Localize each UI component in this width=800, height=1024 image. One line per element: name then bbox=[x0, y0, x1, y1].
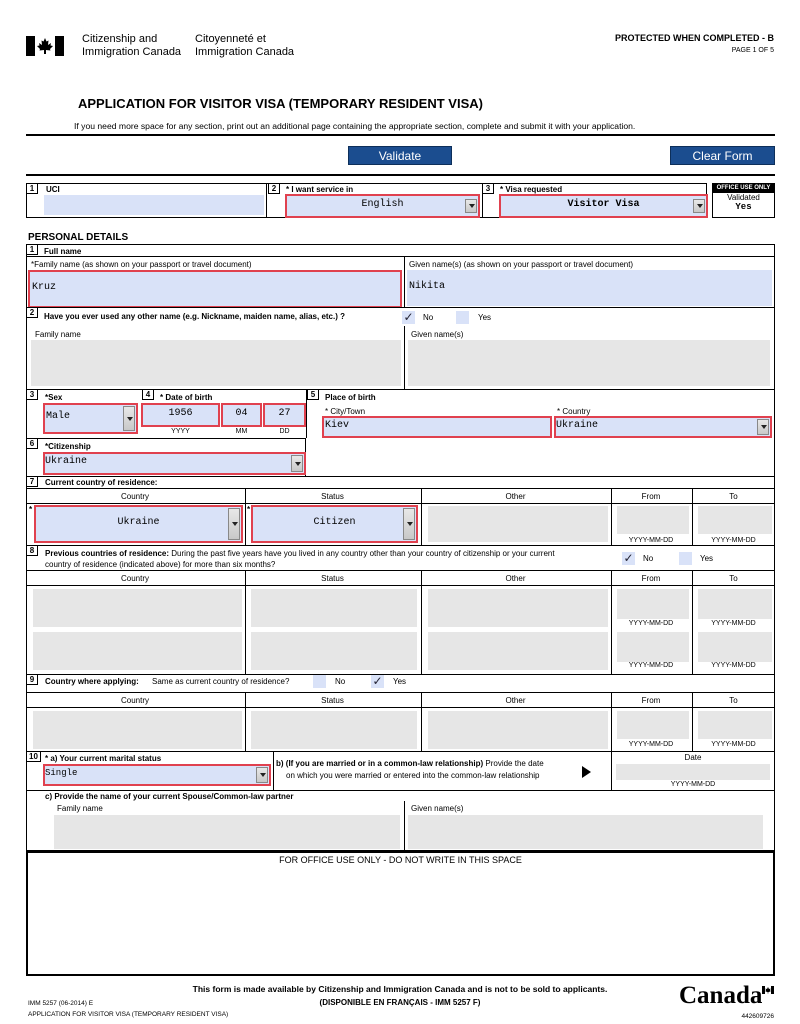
spouse-given-name-input[interactable] bbox=[408, 815, 763, 849]
chevron-down-icon[interactable] bbox=[403, 508, 415, 540]
prev-other-1-input[interactable] bbox=[428, 589, 608, 627]
city-of-birth-input[interactable] bbox=[322, 416, 552, 438]
chevron-down-icon[interactable] bbox=[123, 406, 135, 431]
country-of-birth-value: Ukraine bbox=[556, 420, 599, 431]
dob-year-input[interactable]: 1956 bbox=[141, 403, 220, 427]
prev-from-1-input[interactable] bbox=[617, 589, 689, 619]
canada-wordmark: Canada bbox=[679, 982, 763, 1009]
arrow-right-icon bbox=[582, 766, 591, 778]
family-name-input[interactable] bbox=[28, 270, 402, 308]
country-of-birth-select[interactable] bbox=[554, 416, 772, 438]
prev-to-1-input[interactable] bbox=[698, 589, 772, 619]
footer-line-1: This form is made available by Citizenship and Immigration Canada and is not to be sold to applicants. bbox=[192, 984, 608, 994]
prev-other-2-input[interactable] bbox=[428, 632, 608, 670]
family-name-value: Kruz bbox=[32, 282, 57, 293]
prev-from-2-input[interactable] bbox=[617, 632, 689, 662]
form-subtitle: If you need more space for any section, print out an additional page containing the appropriate section, complete and submit it with your application. bbox=[74, 121, 636, 131]
residence-country-select[interactable] bbox=[34, 505, 243, 543]
apply-status-input[interactable] bbox=[251, 711, 417, 749]
form-code: 442609726 bbox=[741, 1013, 774, 1020]
prev-residence-no-checkbox[interactable]: ✓ bbox=[623, 551, 634, 565]
given-name-value: Nikita bbox=[409, 281, 446, 292]
chevron-down-icon[interactable] bbox=[693, 199, 705, 213]
page-number: PAGE 1 OF 5 bbox=[731, 47, 774, 54]
residence-other-input[interactable] bbox=[428, 506, 608, 542]
chevron-down-icon[interactable] bbox=[228, 508, 240, 540]
prev-status-1-input[interactable] bbox=[251, 589, 417, 627]
form-title: APPLICATION FOR VISITOR VISA (TEMPORARY RESIDENT VISA) bbox=[78, 96, 483, 111]
residence-status-value: Citizen bbox=[313, 517, 356, 528]
city-of-birth-value: Kiev bbox=[325, 420, 350, 431]
office-use-label: FOR OFFICE USE ONLY - DO NOT WRITE IN THIS SPACE bbox=[279, 855, 522, 865]
prev-country-2-input[interactable] bbox=[33, 632, 242, 670]
visa-requested-select[interactable] bbox=[499, 194, 708, 218]
prev-to-2-input[interactable] bbox=[698, 632, 772, 662]
chevron-down-icon[interactable] bbox=[256, 767, 268, 783]
other-name-yes-checkbox[interactable] bbox=[456, 311, 469, 324]
apply-to-input[interactable] bbox=[698, 711, 772, 739]
prev-residence-yes-checkbox[interactable] bbox=[679, 552, 692, 565]
canada-flag-logo bbox=[26, 36, 64, 56]
sex-value: Male bbox=[46, 411, 71, 422]
section-personal-details: PERSONAL DETAILS bbox=[28, 232, 129, 243]
uci-input[interactable] bbox=[44, 195, 264, 215]
residence-from-input[interactable] bbox=[617, 506, 689, 534]
footer-line-2: (DISPONIBLE EN FRANÇAIS - IMM 5257 F) bbox=[319, 998, 481, 1007]
chevron-down-icon[interactable] bbox=[465, 199, 477, 213]
marital-status-value: Single bbox=[45, 768, 78, 778]
citizenship-value: Ukraine bbox=[45, 456, 88, 467]
protected-label: PROTECTED WHEN COMPLETED - B bbox=[615, 33, 774, 43]
visa-requested-value: Visitor Visa bbox=[567, 199, 640, 210]
apply-from-input[interactable] bbox=[617, 711, 689, 739]
dob-day-input[interactable]: 27 bbox=[263, 403, 306, 427]
chevron-down-icon[interactable] bbox=[291, 455, 303, 472]
sex-select[interactable] bbox=[43, 403, 138, 434]
apply-same-no-checkbox[interactable] bbox=[313, 675, 326, 688]
form-name-footer: APPLICATION FOR VISITOR VISA (TEMPORARY RESIDENT VISA) bbox=[28, 1011, 229, 1018]
apply-other-input[interactable] bbox=[428, 711, 608, 749]
chevron-down-icon[interactable] bbox=[757, 419, 769, 435]
form-id: IMM 5257 (06-2014) E bbox=[28, 1000, 94, 1007]
dept-name-fr: Citoyenneté et Immigration Canada bbox=[195, 33, 295, 58]
validate-button[interactable]: Validate bbox=[348, 146, 452, 165]
apply-same-yes-checkbox[interactable]: ✓ bbox=[372, 674, 383, 688]
office-use-box: OFFICE USE ONLY Validated Yes bbox=[712, 183, 775, 218]
service-language-value: English bbox=[361, 199, 404, 210]
dob-month-input[interactable]: 04 bbox=[221, 403, 262, 427]
residence-country-value: Ukraine bbox=[117, 517, 160, 528]
marital-status-select[interactable] bbox=[43, 764, 271, 786]
citizenship-select[interactable] bbox=[43, 452, 306, 475]
residence-status-select[interactable] bbox=[251, 505, 418, 543]
clear-form-button[interactable]: Clear Form bbox=[670, 146, 775, 165]
residence-to-input[interactable] bbox=[698, 506, 772, 534]
prev-country-1-input[interactable] bbox=[33, 589, 242, 627]
marriage-date-input[interactable] bbox=[616, 764, 770, 780]
spouse-family-name-input[interactable] bbox=[54, 815, 400, 849]
apply-country-input[interactable] bbox=[33, 711, 242, 749]
wordmark-flag-icon bbox=[762, 986, 774, 994]
service-language-select[interactable] bbox=[285, 194, 480, 218]
other-name-no-checkbox[interactable]: ✓ bbox=[403, 310, 414, 324]
other-family-name-input[interactable] bbox=[31, 340, 401, 386]
dept-name-en: Citizenship and Immigration Canada bbox=[82, 33, 182, 58]
prev-status-2-input[interactable] bbox=[251, 632, 417, 670]
given-name-input[interactable] bbox=[407, 270, 772, 306]
office-use-area bbox=[26, 851, 775, 976]
other-given-name-input[interactable] bbox=[408, 340, 770, 386]
